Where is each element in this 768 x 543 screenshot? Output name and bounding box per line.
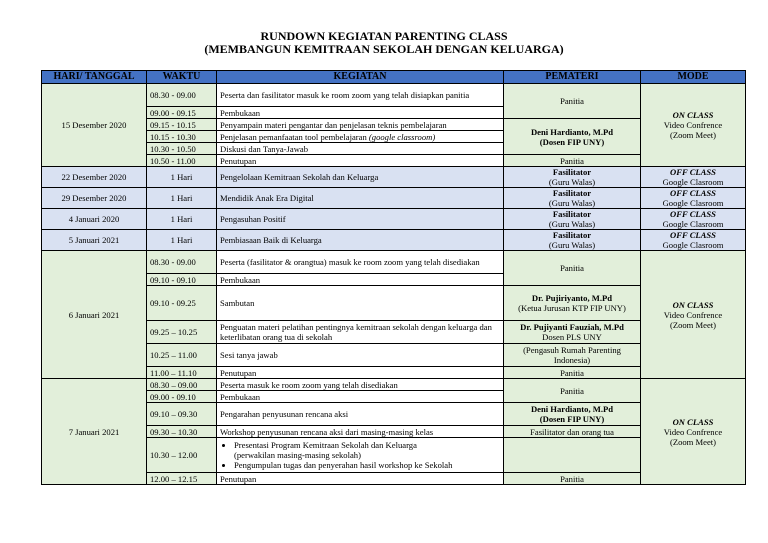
speaker-cell: Panitia [504,251,641,286]
activity-cell: Pembukaan [217,391,504,403]
speaker-name: Fasilitator [552,230,592,240]
activity-cell: Pengasuhan Positif [217,209,504,230]
speaker-cell: Panitia [504,473,641,485]
mode-cell [641,188,746,209]
activity-cell: Pengarahan penyusunan rencana aksi [217,403,504,426]
time-cell: 12.00 – 12.15 [147,473,217,485]
mode-cell [641,209,746,230]
table-row [42,403,746,426]
activity-cell: Penutupan [217,367,504,379]
table-row [42,344,746,367]
mode-cell [641,167,746,188]
header-date: HARI/ TANGGAL [42,71,147,84]
speaker-cell [504,209,641,230]
mode-cell [641,379,746,485]
speaker-cell [504,167,641,188]
speaker-name: Deni Hardianto, M.Pd [530,126,614,137]
time-cell: 10.30 - 10.50 [147,143,217,155]
speaker-cell: Panitia [504,155,641,167]
list-item: • Pengumpulan tugas dan penyerahan hasil workshop ke Sekolah [234,460,500,470]
mode-platform: Video Confrence [663,120,723,130]
mode-type: OFF CLASS [670,188,716,198]
speaker-name: Dr. Pujiriyanto, M.Pd [531,293,613,303]
mode-type: OFF CLASS [670,209,716,219]
mode-type: ON CLASS [672,416,714,427]
time-cell: 1 Hari [147,209,217,230]
date-cell: 15 Desember 2020 [42,84,147,167]
activity-cell: Pengelolaan Kemitraan Sekolah dan Keluarga [217,167,504,188]
mode-type: ON CLASS [672,299,714,310]
mode-platform: Video Confrence [663,309,723,320]
activity-cell: Sesi tanya jawab [217,344,504,367]
table-row [42,119,746,131]
table-row [42,321,746,344]
time-cell: 08.30 - 09.00 [147,251,217,274]
document-title: RUNDOWN KEGIATAN PARENTING CLASS [260,29,508,43]
mode-tool: (Zoom Meet) [669,319,717,330]
time-cell: 09.25 – 10.25 [147,321,217,344]
activity-cell: Sambutan [217,286,504,321]
speaker-cell [504,321,641,344]
speaker-affiliation: (Dosen FIP UNY) [539,414,605,424]
activity-cell: Pembukaan [217,274,504,286]
header-time: WAKTU [147,71,217,84]
activity-cell: Penutupan [217,473,504,485]
mode-tool: (Zoom Meet) [669,436,717,447]
date-cell: 5 Januari 2021 [42,230,147,251]
list-item [234,440,500,460]
mode-type: OFF CLASS [670,230,716,240]
activity-cell: Penguatan materi pelatihan pentingnya kemitraan sekolah dengan keluarga dan keterlibatan orang tua di sekolah [217,321,504,344]
mode-type: OFF CLASS [670,167,716,177]
activity-note: (google classroom) [368,131,436,142]
table-row [42,367,746,379]
table-row [42,167,746,188]
time-cell: 09.30 – 10.30 [147,426,217,438]
speaker-affiliation: (Guru Walas) [548,198,596,208]
activity-cell: Peserta masuk ke room zoom yang telah disediakan [217,379,504,391]
speaker-cell: Fasilitator dan orang tua [504,426,641,438]
bullet-text: Presentasi Program Kemitraan Sekolah dan Keluarga [234,440,417,450]
speaker-name: Fasilitator [552,209,592,219]
speaker-affiliation: Dosen PLS UNY [542,332,602,342]
table-row [42,286,746,321]
speaker-affiliation: (Guru Walas) [548,219,596,229]
time-cell: 1 Hari [147,230,217,251]
time-cell: 08.30 – 09.00 [147,379,217,391]
time-cell: 1 Hari [147,188,217,209]
mode-platform: Google Clasroom [662,177,724,187]
mode-platform: Video Confrence [663,426,723,437]
table-row [42,426,746,438]
activity-cell: Penyampain materi pengantar dan penjelasan teknis pembelajaran [217,119,504,131]
mode-cell [641,84,746,167]
mode-cell [641,230,746,251]
activity-cell: Peserta dan fasilitator masuk ke room zoom yang telah disiapkan panitia [217,84,504,107]
header-speaker: PEMATERI [504,71,641,84]
date-cell: 22 Desember 2020 [42,167,147,188]
mode-platform: Google Clasroom [662,198,724,208]
speaker-name: Dr. Pujiyanti Fauziah, M.Pd [520,322,624,332]
mode-platform: Google Clasroom [662,219,724,229]
activity-cell: Workshop penyusunan rencana aksi dari masing-masing kelas [217,426,504,438]
mode-type: ON CLASS [672,110,714,120]
table-row [42,251,746,274]
speaker-name: Fasilitator [552,167,592,177]
time-cell: 08.30 - 09.00 [147,84,217,107]
activity-bullet-list [220,440,500,470]
time-cell: 09.15 - 10.15 [147,119,217,131]
time-cell: 09.10 – 09.30 [147,403,217,426]
time-cell: 1 Hari [147,167,217,188]
speaker-cell: Panitia [504,367,641,379]
activity-cell [217,131,504,143]
speaker-cell: Panitia [504,84,641,119]
time-cell: 10.50 - 11.00 [147,155,217,167]
document-subtitle: (MEMBANGUN KEMITRAAN SEKOLAH DENGAN KELUARGA) [204,42,564,56]
speaker-affiliation: (Guru Walas) [548,240,596,250]
speaker-cell [504,438,641,473]
speaker-name: Fasilitator [552,188,592,198]
time-cell: 11.00 – 11.10 [147,367,217,379]
time-cell: 10.25 – 11.00 [147,344,217,367]
speaker-name: Deni Hardianto, M.Pd [530,404,614,414]
time-cell: 09.00 - 09.10 [147,391,217,403]
activity-cell [217,438,504,473]
date-cell: 29 Desember 2020 [42,188,147,209]
header-mode: MODE [641,71,746,84]
header-activity: KEGIATAN [217,71,504,84]
time-cell: 10.15 - 10.30 [147,131,217,143]
speaker-cell [504,230,641,251]
mode-platform: Google Clasroom [662,240,724,250]
time-cell: 09.10 - 09.10 [147,274,217,286]
speaker-cell [504,119,641,155]
table-row [42,209,746,230]
table-row [42,84,746,107]
time-cell: 09.00 - 09.15 [147,107,217,119]
speaker-cell: (Pengasuh Rumah Parenting Indonesia) [504,344,641,367]
table-row [42,155,746,167]
activity-cell: Penutupan [217,155,504,167]
speaker-affiliation: (Ketua Jurusan KTP FIP UNY) [518,303,626,313]
speaker-cell: Panitia [504,379,641,403]
speaker-affiliation: (Dosen FIP UNY) [539,136,605,147]
table-row [42,473,746,485]
date-cell: 7 Januari 2021 [42,379,147,485]
table-row [42,438,746,473]
speaker-cell [504,286,641,321]
date-cell: 4 Januari 2020 [42,209,147,230]
bullet-note: (perwakilan masing-masing sekolah) [234,450,361,460]
activity-cell: Diskusi dan Tanya-Jawab [217,143,504,155]
activity-cell: Peserta (fasilitator & orangtua) masuk ke room zoom yang telah disediakan [217,251,504,274]
activity-cell: Pembiasaan Baik di Keluarga [217,230,504,251]
table-row [42,188,746,209]
activity-cell: Mendidik Anak Era Digital [217,188,504,209]
speaker-cell [504,403,641,426]
table-header-row [42,71,746,84]
time-cell: 09.10 - 09.25 [147,286,217,321]
table-row [42,230,746,251]
time-cell: 10.30 – 12.00 [147,438,217,473]
activity-cell: Pembukaan [217,107,504,119]
date-cell: 6 Januari 2021 [42,251,147,379]
rundown-table [41,70,746,485]
mode-cell [641,251,746,379]
mode-tool: (Zoom Meet) [669,130,717,140]
speaker-affiliation: (Guru Walas) [548,177,596,187]
activity-text: Penjelasan pemanfaatan tool pembelajaran [220,131,369,142]
table-row [42,379,746,391]
speaker-cell [504,188,641,209]
